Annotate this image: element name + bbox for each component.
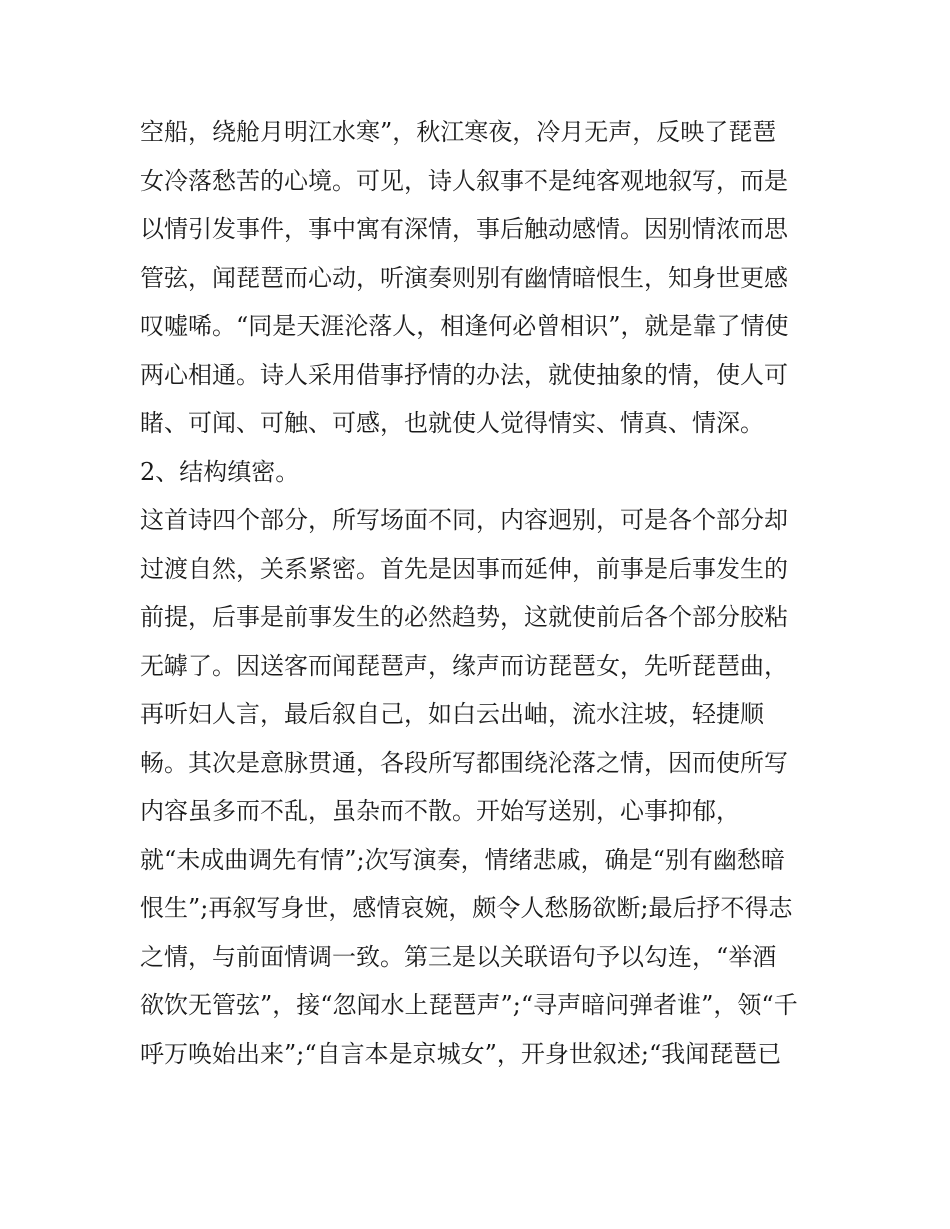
body-text: [140, 108, 820, 1078]
text-line: 再听妇人言，最后叙自己，如白云出岫，流水注坡，轻捷顺: [140, 700, 764, 728]
text-line: 欲饮无管弦”，接“忽闻水上琵琶声”;“寻声暗问弹者谁”，领“千: [140, 991, 798, 1019]
text-line: 无罅了。因送客而闻琵琶声，缘声而访琵琶女，先听琵琶曲，: [140, 651, 788, 680]
text-line: 空船，绕舱月明江水寒”，秋江寒夜，冷月无声，反映了琵琶: [140, 118, 777, 146]
text-line: 管弦，闻琵琶而心动，听演奏则别有幽情暗恨生，知身世更感: [140, 263, 788, 292]
text-line: 恨生”;再叙写身世，感情哀婉，颇令人愁肠欲断;最后抒不得志: [140, 894, 793, 922]
text-line: 畅。其次是意脉贯通，各段所写都围绕沦落之情，因而使所写: [140, 748, 788, 777]
text-line: 女冷落愁苦的心境。可见，诗人叙事不是纯客观地叙写，而是: [140, 166, 788, 195]
section-heading: 2、结构缜密。: [140, 457, 300, 486]
text-line: 以情引发事件，事中寓有深情，事后触动感情。因别情浓而思: [140, 215, 788, 243]
text-line: 就“未成曲调先有情”;次写演奏，情绪悲戚，确是“别有幽愁暗: [140, 845, 785, 874]
text-line: 睹、可闻、可触、可感，也就使人觉得情实、情真、情深。: [140, 409, 764, 437]
text-line: 两心相通。诗人采用借事抒情的办法，就使抽象的情，使人可: [140, 360, 788, 389]
text-line: 之情，与前面情调一致。第三是以关联语句予以勾连，“举酒: [140, 942, 777, 971]
text-line: 这首诗四个部分，所写场面不同，内容迥别，可是各个部分却: [140, 506, 788, 534]
text-line: 呼万唤始出来”;“自言本是京城女”，开身世叙述;“我闻琵琶已: [140, 1039, 782, 1068]
text-line: 叹嘘唏。“同是天涯沦落人，相逢何必曾相识”，就是靠了情使: [140, 312, 789, 340]
text-line: 前提，后事是前事发生的必然趋势，这就使前后各个部分胶粘: [140, 603, 788, 631]
text-line: 内容虽多而不乱，虽杂而不散。开始写送别，心事抑郁，: [140, 797, 740, 825]
text-line: 过渡自然，关系紧密。首先是因事而延伸，前事是后事发生的: [140, 554, 788, 583]
